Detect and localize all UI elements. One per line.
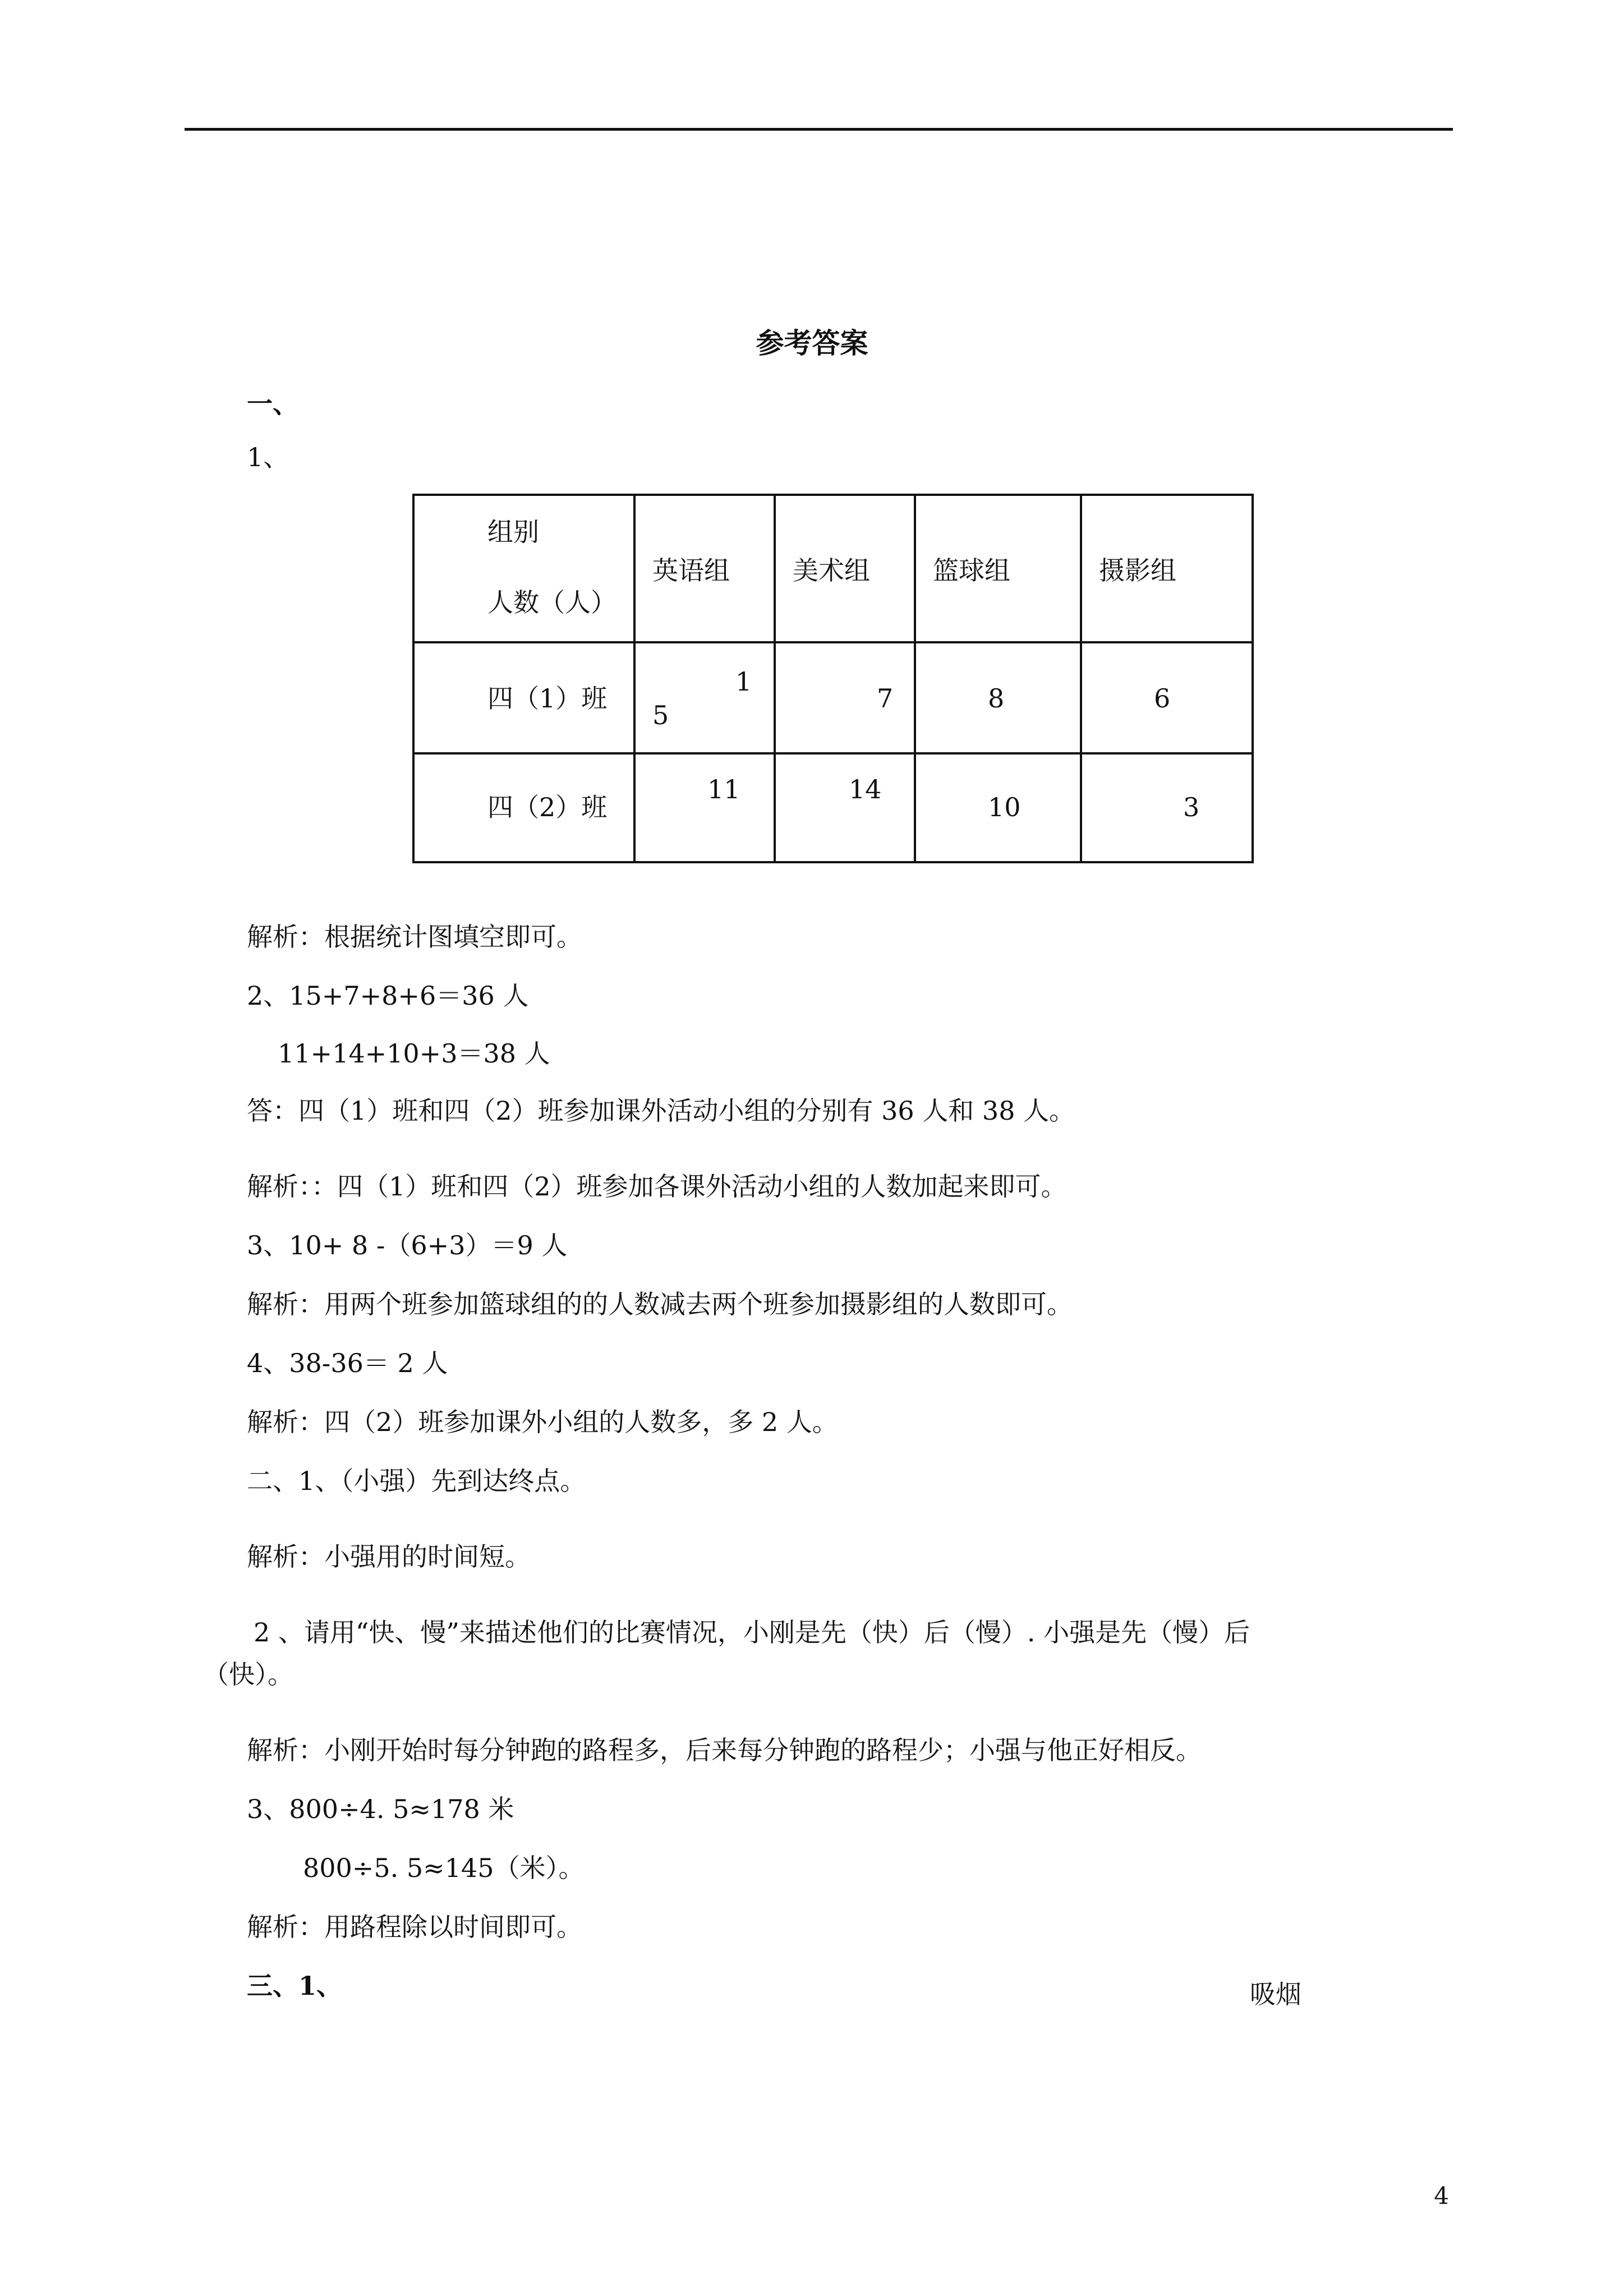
section-three-side-text: 吸烟: [1250, 1979, 1301, 2009]
cell-basketball: [915, 753, 1081, 862]
cell-art: [775, 753, 915, 862]
cell-basketball-value: 10: [988, 792, 1021, 822]
row-label: 四（2）班: [487, 792, 608, 822]
analysis-3: 解析：用两个班参加篮球组的的人数减去两个班参加摄影组的人数即可。: [247, 1289, 1073, 1319]
analysis-1: 解析：根据统计图填空即可。: [247, 922, 582, 952]
row-label: 四（1）班: [487, 683, 608, 714]
question-2-line-1: 2、15+7+8+6＝36 人: [247, 981, 529, 1011]
cell-english-value: 11: [707, 774, 740, 804]
column-header-english: 英语组: [634, 495, 775, 642]
cell-art: [775, 642, 915, 753]
section-two-analysis-2: 解析：小刚开始时每分钟跑的路程多，后来每分钟跑的路程少；小强与他正好相反。: [247, 1735, 1202, 1765]
cell-basketball: [915, 642, 1081, 753]
section-one-label: 一、: [247, 389, 298, 419]
table-corner-cell: [413, 495, 634, 642]
cell-photo: [1081, 753, 1253, 862]
page-title: 参考答案: [756, 326, 868, 360]
table-row: [413, 642, 1253, 753]
table-header-row: [413, 495, 1253, 642]
question-2-line-2: 11+14+10+3＝38 人: [278, 1038, 550, 1069]
page-number: 4: [1434, 2182, 1449, 2210]
section-two-analysis-3: 解析：用路程除以时间即可。: [247, 1912, 582, 1942]
cell-english: [634, 753, 775, 862]
section-two-question-2-line-2: （快）。: [203, 1659, 293, 1690]
cell-photo-value: 3: [1183, 792, 1200, 822]
answer-table: [412, 494, 1254, 863]
corner-bottom-label: 人数（人）: [487, 587, 617, 618]
question-4: 4、38-36＝ 2 人: [247, 1348, 448, 1378]
analysis-2: 解析：：四（1）班和四（2）班参加各课外活动小组的人数加起来即可。: [247, 1171, 1067, 1202]
section-two-question-2-line-1: 2 、请用“快、慢”来描述他们的比赛情况，小刚是先（快）后（慢）. 小强是先（慢）后: [254, 1617, 1250, 1648]
cell-english: [634, 642, 775, 753]
question-2-answer: 答：四（1）班和四（2）班参加课外活动小组的分别有 36 人和 38 人。: [247, 1096, 1075, 1126]
section-two-question-3-line-2: 800÷5. 5≈145（米）。: [303, 1853, 585, 1883]
analysis-4: 解析：四（2）班参加课外小组的人数多，多 2 人。: [247, 1407, 838, 1437]
question-1-label: 1、: [247, 442, 289, 472]
header-rule: [185, 128, 1453, 131]
column-header-photo: 摄影组: [1081, 495, 1253, 642]
cell-basketball-value: 8: [988, 683, 1005, 714]
table-row: [413, 753, 1253, 862]
cell-art-value: 7: [877, 683, 894, 714]
section-three-label: 三、1、: [247, 1971, 343, 2001]
column-header-art: 美术组: [775, 495, 915, 642]
question-3: 3、10+ 8 -（6+3）＝9 人: [247, 1230, 568, 1260]
cell-art-value: 14: [849, 774, 882, 804]
cell-photo: [1081, 642, 1253, 753]
section-two-question-1: 二、1、（小强）先到达终点。: [247, 1466, 586, 1496]
column-header-basketball: 篮球组: [915, 495, 1081, 642]
corner-top-label: 组别: [487, 517, 539, 547]
section-two-question-3-line-1: 3、800÷4. 5≈178 米: [247, 1794, 514, 1824]
cell-english-part-b: 5: [652, 700, 669, 730]
cell-english-part-a: 1: [735, 666, 752, 697]
cell-photo-value: 6: [1154, 683, 1171, 714]
section-two-analysis-1: 解析：小强用的时间短。: [247, 1542, 531, 1572]
row-label-cell: [413, 642, 634, 753]
row-label-cell: [413, 753, 634, 862]
